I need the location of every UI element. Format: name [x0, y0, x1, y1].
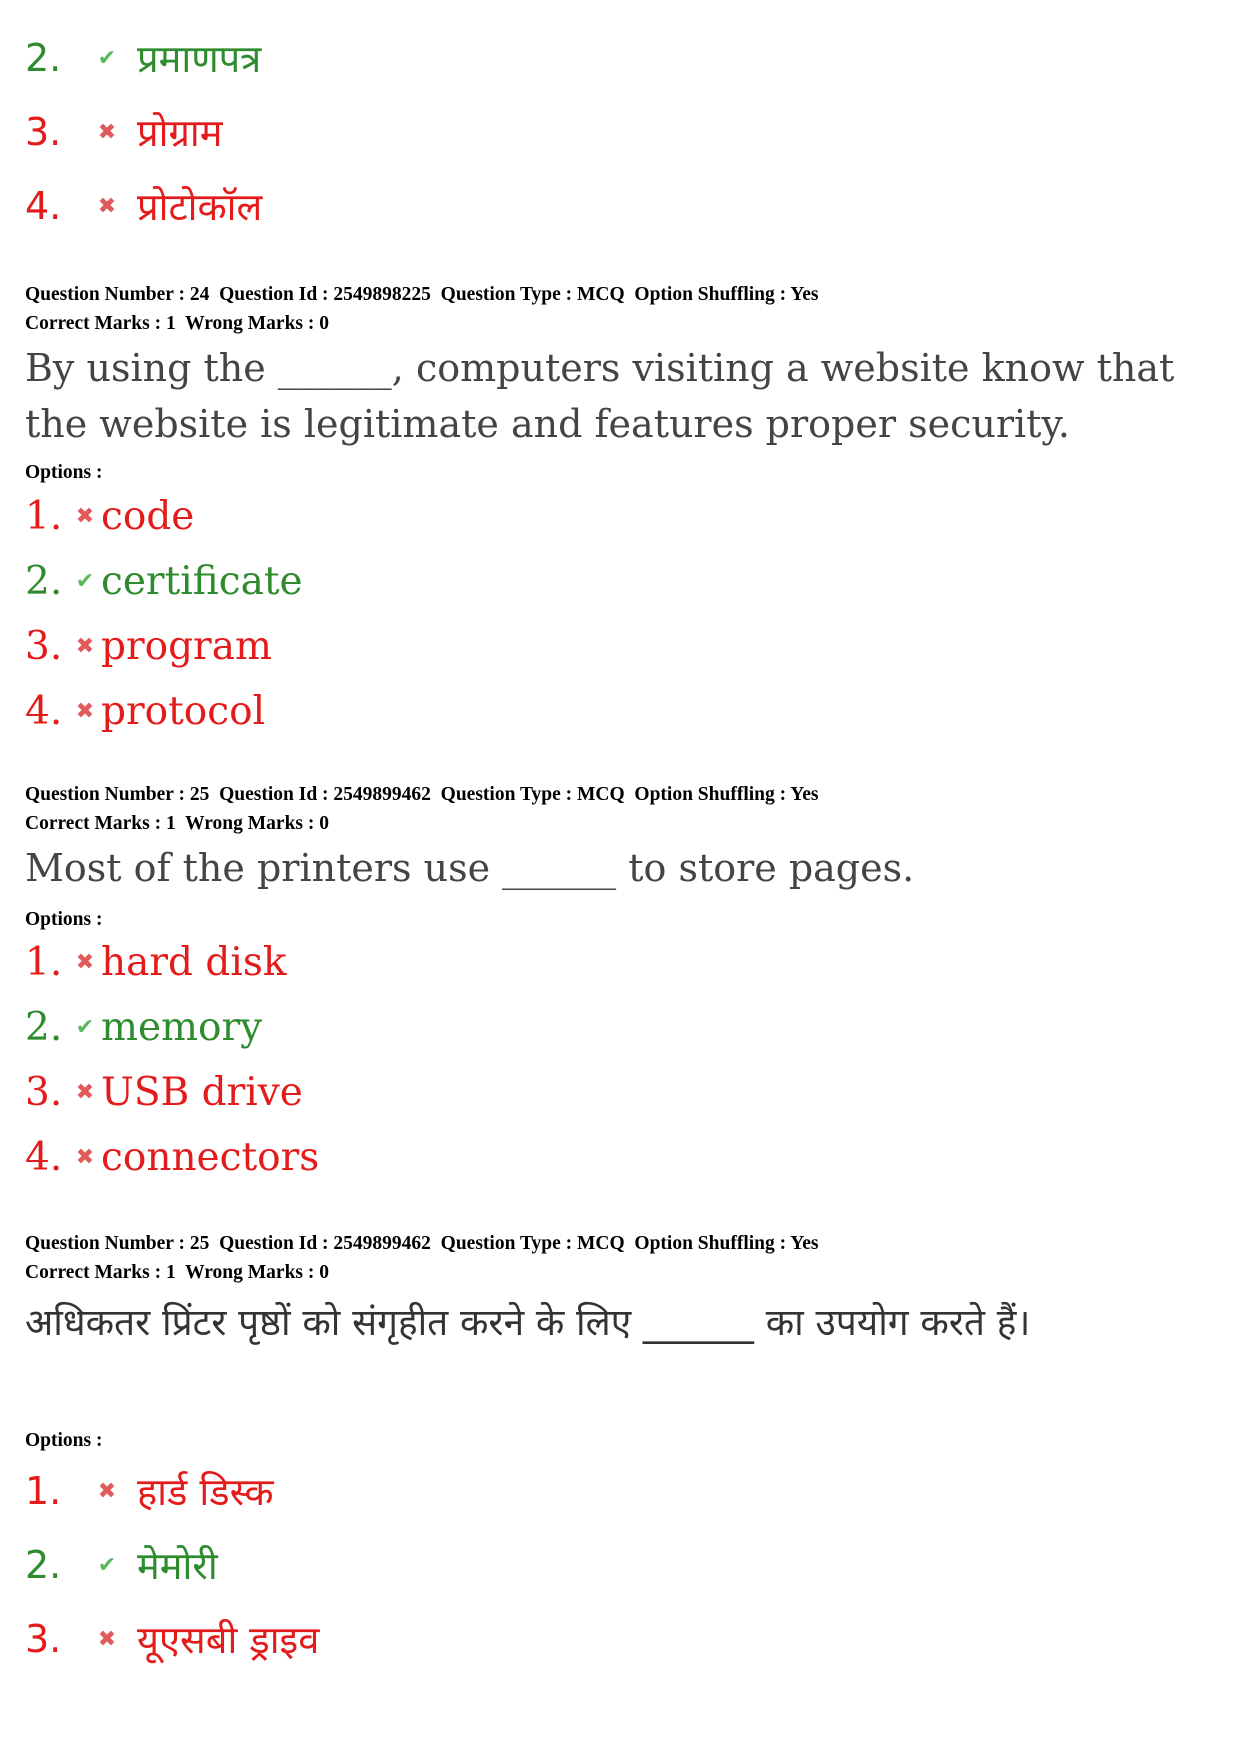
option-text: मेमोरी — [137, 1544, 218, 1588]
option-number: 1. — [25, 1469, 62, 1513]
option-number: 3. — [25, 1617, 62, 1661]
option-text: protocol — [101, 689, 266, 734]
cross-icon: ✖ — [97, 1626, 117, 1652]
option-number: 2. — [25, 559, 63, 604]
option-number: 1. — [25, 494, 63, 539]
option-text: code — [101, 494, 195, 539]
option-number: 3. — [25, 1070, 63, 1115]
q25-option-3 — [25, 1070, 303, 1115]
option-number: 2. — [25, 36, 62, 80]
question-text: By using the ______, computers visiting a website know that the website is legitimate and features proper security. — [25, 346, 1175, 446]
check-icon: ✔ — [75, 569, 95, 594]
option-number: 4. — [25, 184, 62, 228]
q24-option-3 — [25, 624, 272, 669]
option-number: 1. — [25, 940, 63, 985]
cross-icon: ✖ — [75, 1145, 95, 1170]
question-meta-line2: Correct Marks : 1 Wrong Marks : 0 — [25, 313, 330, 334]
option-number: 4. — [25, 1135, 63, 1180]
prev-option-3 — [25, 106, 222, 158]
question-meta-line1: Question Number : 24 Question Id : 2549898225 Question Type : MCQ Option Shuffling : Yes — [25, 284, 819, 305]
option-text: प्रोग्राम — [137, 111, 223, 155]
options-label: Options : — [25, 1430, 103, 1451]
question-meta-line2: Correct Marks : 1 Wrong Marks : 0 — [25, 813, 330, 834]
option-text: memory — [101, 1005, 263, 1050]
option-number: 3. — [25, 624, 63, 669]
option-text: USB drive — [101, 1070, 303, 1115]
q24-option-2 — [25, 559, 303, 604]
option-number: 2. — [25, 1005, 63, 1050]
cross-icon: ✖ — [75, 699, 95, 724]
prev-option-2 — [25, 32, 261, 84]
options-label: Options : — [25, 909, 103, 930]
option-text: certificate — [101, 559, 303, 604]
q24-option-1 — [25, 494, 194, 539]
cross-icon: ✖ — [75, 504, 95, 529]
option-number: 3. — [25, 110, 62, 154]
cross-icon: ✖ — [97, 193, 117, 219]
cross-icon: ✖ — [97, 1478, 117, 1504]
options-label: Options : — [25, 462, 103, 483]
cross-icon: ✖ — [75, 634, 95, 659]
q25-hi-option-1 — [25, 1465, 274, 1517]
question-text: अधिकतर प्रिंटर पृष्ठों को संगृहीत करने के लिए ______ का उपयोग करते हैं। — [25, 1301, 1031, 1344]
prev-option-4 — [25, 180, 262, 232]
q25-hi-option-2 — [25, 1539, 218, 1591]
question-text: Most of the printers use ______ to store pages. — [25, 846, 915, 890]
option-text: program — [101, 624, 272, 669]
option-number: 2. — [25, 1543, 62, 1587]
cross-icon: ✖ — [75, 1080, 95, 1105]
cross-icon: ✖ — [75, 950, 95, 975]
option-text: connectors — [101, 1135, 320, 1180]
option-text: प्रोटोकॉल — [137, 185, 263, 229]
question-meta-line1: Question Number : 25 Question Id : 2549899462 Question Type : MCQ Option Shuffling : Yes — [25, 784, 819, 805]
check-icon: ✔ — [97, 45, 117, 71]
option-text: यूएसबी ड्राइव — [137, 1618, 320, 1662]
option-text: हार्ड डिस्क — [137, 1470, 274, 1514]
option-text: प्रमाणपत्र — [137, 37, 262, 81]
q25-option-4 — [25, 1135, 319, 1180]
cross-icon: ✖ — [97, 119, 117, 145]
q24-option-4 — [25, 689, 265, 734]
question-meta-line2: Correct Marks : 1 Wrong Marks : 0 — [25, 1262, 330, 1283]
q25-option-2 — [25, 1005, 262, 1050]
option-text: hard disk — [101, 940, 287, 985]
check-icon: ✔ — [97, 1552, 117, 1578]
q25-option-1 — [25, 940, 286, 985]
question-meta-line1: Question Number : 25 Question Id : 2549899462 Question Type : MCQ Option Shuffling : Yes — [25, 1233, 819, 1254]
option-number: 4. — [25, 689, 63, 734]
q25-hi-option-3 — [25, 1613, 319, 1665]
check-icon: ✔ — [75, 1015, 95, 1040]
